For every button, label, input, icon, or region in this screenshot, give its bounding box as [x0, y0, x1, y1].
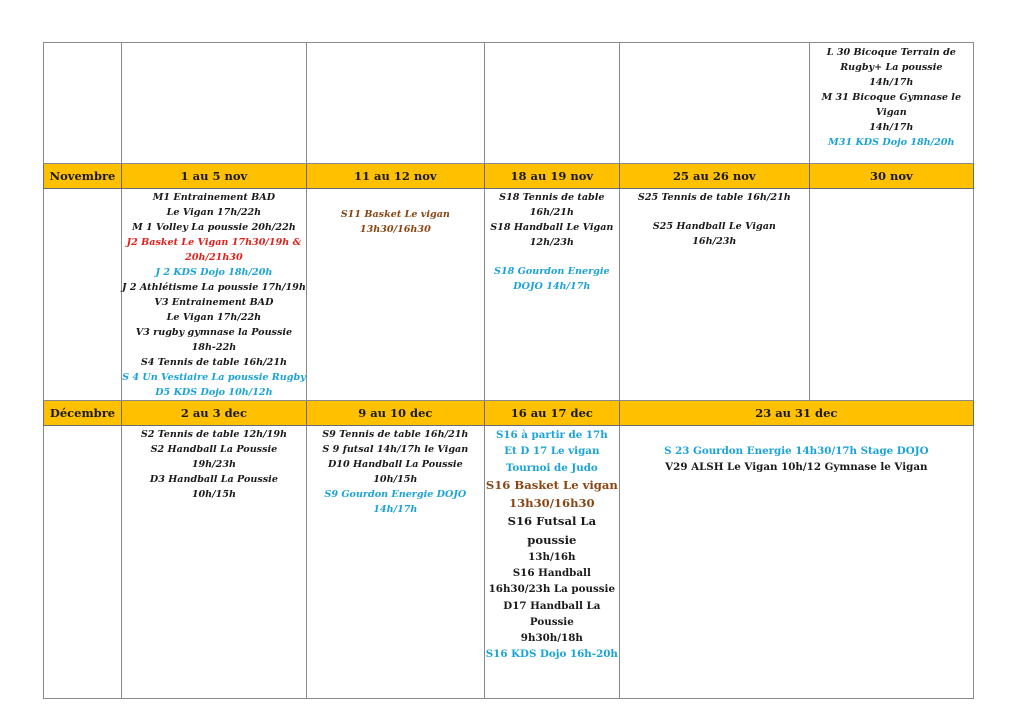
event-line: S16 à partir de 17h [495, 429, 608, 441]
event-line: S16 Basket Le vigan [485, 477, 618, 492]
event-cell [809, 189, 973, 401]
event-line: J 2 KDS Dojo 18h/20h [155, 267, 273, 278]
event-line: S9 Tennis de table 16h/21h [322, 429, 469, 440]
event-line: S16 Handball [512, 567, 591, 579]
spacer [620, 205, 809, 219]
event-line: 12h/23h [529, 237, 574, 248]
event-line: 16h30/23h La poussie [488, 583, 616, 596]
event-line: Tournoi de Judo [505, 461, 598, 474]
event-line: Poussie [529, 615, 574, 628]
week-header: 18 au 19 nov [484, 164, 619, 189]
event-line: S11 Basket Le vigan [340, 209, 450, 220]
event-line: 9h30h/18h [520, 632, 583, 645]
event-line: M 31 Bicoque Gymnase le [821, 92, 962, 103]
schedule-table [43, 42, 974, 699]
event-line: 16h/21h [529, 207, 574, 218]
event-line: 20h/21h30 [185, 252, 243, 263]
schedule-sheet [43, 42, 974, 699]
event-line: Le Vigan 17h/22h [166, 207, 262, 218]
event-line: DOJO 14h/17h [513, 281, 591, 292]
event-cell [306, 426, 484, 699]
month-label-decembre: Décembre [44, 401, 122, 426]
october-cell-4 [619, 43, 809, 164]
week-header: 25 au 26 nov [619, 164, 809, 189]
event-line: D10 Handball La Poussie [327, 459, 463, 470]
week-header: 11 au 12 nov [306, 164, 484, 189]
event-cell [484, 426, 619, 699]
event-line: Et D 17 Le vigan [504, 445, 600, 458]
event-line: Le Vigan 17h/22h [166, 312, 262, 323]
event-line: Rugby+ La poussie [840, 62, 943, 73]
event-cell [122, 189, 307, 401]
week-header: 2 au 3 dec [122, 401, 307, 426]
event-line: 13h30/16h30 [509, 496, 595, 511]
event-line: 18h-22h [191, 342, 237, 353]
event-line: S18 Gourdon Energie [494, 266, 610, 277]
event-cell [619, 426, 973, 699]
event-line: S 9 futsal 14h/17h le Vigan [322, 444, 469, 455]
event-line: D3 Handball La Poussie [149, 474, 278, 485]
event-line: Vigan [875, 107, 907, 118]
event-line: S4 Tennis de table 16h/21h [140, 357, 287, 368]
event-line: L 30 Bicoque Terrain de [826, 47, 956, 58]
event-cell [484, 189, 619, 401]
event-line: S16 Futsal La [507, 514, 597, 529]
event-line: S18 Tennis de table [499, 192, 605, 203]
event-line: V29 ALSH Le Vigan 10h/12 Gymnase le Vigan [665, 461, 928, 474]
month-label-novembre: Novembre [44, 164, 122, 189]
event-line: S25 Handball Le Vigan [652, 221, 776, 232]
event-line: 14h/17h [869, 77, 914, 88]
event-line: D17 Handball La [503, 599, 601, 612]
event-line: J2 Basket Le Vigan 17h30/19h & [126, 237, 302, 248]
event-line: 14h/17h [869, 122, 914, 133]
decembre-events-row [44, 426, 974, 699]
event-cell [306, 189, 484, 401]
october-cell-1 [122, 43, 307, 164]
event-line: 16h/23h [692, 236, 737, 247]
novembre-events-row [44, 189, 974, 401]
october-end-row [44, 43, 974, 164]
event-line: S9 Gourdon Energie DOJO [324, 489, 467, 500]
event-line: 14h/17h [373, 504, 418, 515]
spacer [485, 250, 619, 264]
week-header: 16 au 17 dec [484, 401, 619, 426]
novembre-header-row [44, 164, 974, 189]
october-month-cell [44, 43, 122, 164]
event-line: 19h/23h [191, 459, 236, 470]
event-line: V3 rugby gymnase la Poussie [135, 327, 293, 338]
event-line: J 2 Athlétisme La poussie 17h/19h [122, 282, 306, 293]
event-line: 13h/16h [528, 550, 576, 563]
week-header: 1 au 5 nov [122, 164, 307, 189]
event-line: S 4 Un Vestiaire La poussie Rugby [122, 372, 306, 383]
event-line: M1 Entrainement BAD [152, 192, 276, 203]
october-cell-3 [484, 43, 619, 164]
event-cell [619, 189, 809, 401]
event-line: V3 Entrainement BAD [154, 297, 274, 308]
event-cell [122, 426, 307, 699]
novembre-month-blank [44, 189, 122, 401]
event-line: S2 Tennis de table 12h/19h [140, 429, 287, 440]
week-header: 30 nov [809, 164, 973, 189]
week-header: 23 au 31 dec [619, 401, 973, 426]
event-line: S18 Handball Le Vigan [490, 222, 614, 233]
event-line: 13h30/16h30 [359, 224, 431, 235]
event-line: M31 KDS Dojo 18h/20h [828, 137, 955, 148]
week-header: 9 au 10 dec [306, 401, 484, 426]
event-line: S2 Handball La Poussie [150, 444, 278, 455]
event-line: D5 KDS Dojo 10h/12h [155, 387, 273, 398]
decembre-header-row [44, 401, 974, 426]
october-cell-last [809, 43, 973, 164]
event-line: 10h/15h [373, 474, 418, 485]
october-cell-2 [306, 43, 484, 164]
event-line: S 23 Gourdon Energie 14h30/17h Stage DOJO [664, 445, 929, 457]
event-line: S25 Tennis de table 16h/21h [637, 192, 791, 203]
event-line: poussie [527, 532, 577, 547]
event-line: 10h/15h [191, 489, 236, 500]
decembre-month-blank [44, 426, 122, 699]
event-line: S16 KDS Dojo 16h-20h [485, 648, 618, 661]
event-line: M 1 Volley La poussie 20h/22h [132, 222, 296, 233]
